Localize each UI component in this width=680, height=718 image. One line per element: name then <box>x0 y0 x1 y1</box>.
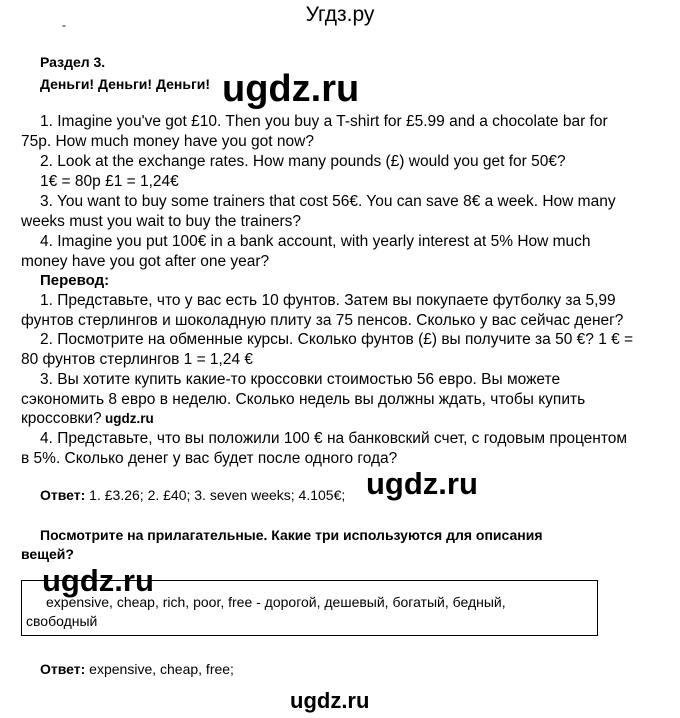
english-line: 1. Imagine you've got £10. Then you buy a T-shirt for £5.99 and a chocolate bar for <box>40 113 608 130</box>
translation-line: фунтов стерлингов и шоколадную плиту за 75 пенсов. Сколько у вас сейчас денег? <box>21 312 624 329</box>
site-title: Угдз.ру <box>305 3 375 26</box>
english-line: 4. Imagine you put 100€ in a bank account, with yearly interest at 5% How much <box>40 233 591 250</box>
watermark-large: ugdz.ru <box>222 68 360 110</box>
watermark-bottom: ugdz.ru <box>290 688 370 713</box>
words-box-line: expensive, cheap, rich, poor, free - дорогой, дешевый, богатый, бедный, <box>46 594 506 610</box>
words-box-line: свободный <box>26 613 98 629</box>
translation-line: 4. Представьте, что вы положили 100 € на банковский счет, с годовым процентом <box>40 430 628 447</box>
watermark-medium: ugdz.ru <box>366 466 478 501</box>
translation-line: в 5%. Сколько денег у вас будет после одного года? <box>21 450 398 467</box>
task-2-line: вещей? <box>21 546 74 562</box>
english-line: weeks must you wait to buy the trainers? <box>21 213 301 230</box>
translation-line: сэкономить 8 евро в неделю. Сколько недель вы должны ждать, чтобы купить <box>21 391 586 408</box>
translation-line: 3. Вы хотите купить какие-то кроссовки стоимостью 56 евро. Вы можете <box>40 371 561 388</box>
answer-2-label: Ответ: <box>40 661 86 677</box>
task-2-line: Посмотрите на прилагательные. Какие три используются для описания <box>40 527 543 543</box>
english-line: 75p. How much money have you got now? <box>21 133 314 150</box>
answer-1-text: 1. £3.26; 2. £40; 3. seven weeks; 4.105€; <box>85 487 346 503</box>
watermark-inline: ugdz.ru <box>105 411 154 426</box>
translation-line: 1. Представьте, что у вас есть 10 фунтов. Затем вы покупаете футболку за 5,99 <box>40 292 616 309</box>
answer-1 <box>40 487 345 503</box>
words-box <box>21 580 598 636</box>
translation-line: 2. Посмотрите на обменные курсы. Сколько фунтов (£) вы получите за 50 €? 1 € = <box>40 331 634 348</box>
english-line: 2. Look at the exchange rates. How many pounds (£) would you get for 50€? <box>40 153 566 170</box>
answer-2-text: expensive, cheap, free; <box>85 661 234 677</box>
english-line: 1€ = 80p £1 = 1,24€ <box>40 173 179 190</box>
section-title: Деньги! Деньги! Деньги! <box>40 76 211 92</box>
translation-heading: Перевод: <box>40 272 110 289</box>
translation-line: 80 фунтов стерлингов 1 = 1,24 € <box>21 351 254 368</box>
stray-mark: - <box>62 18 66 32</box>
english-line: 3. You want to buy some trainers that cost 56€. You can save 8€ a week. How many <box>40 193 616 210</box>
watermark-left: ugdz.ru <box>42 563 154 598</box>
section-heading: Раздел 3. <box>40 54 106 70</box>
answer-2 <box>40 661 234 677</box>
translation-line: кроссовки? <box>21 410 102 427</box>
english-line: money have you got after one year? <box>21 253 270 270</box>
answer-1-label: Ответ: <box>40 487 86 503</box>
